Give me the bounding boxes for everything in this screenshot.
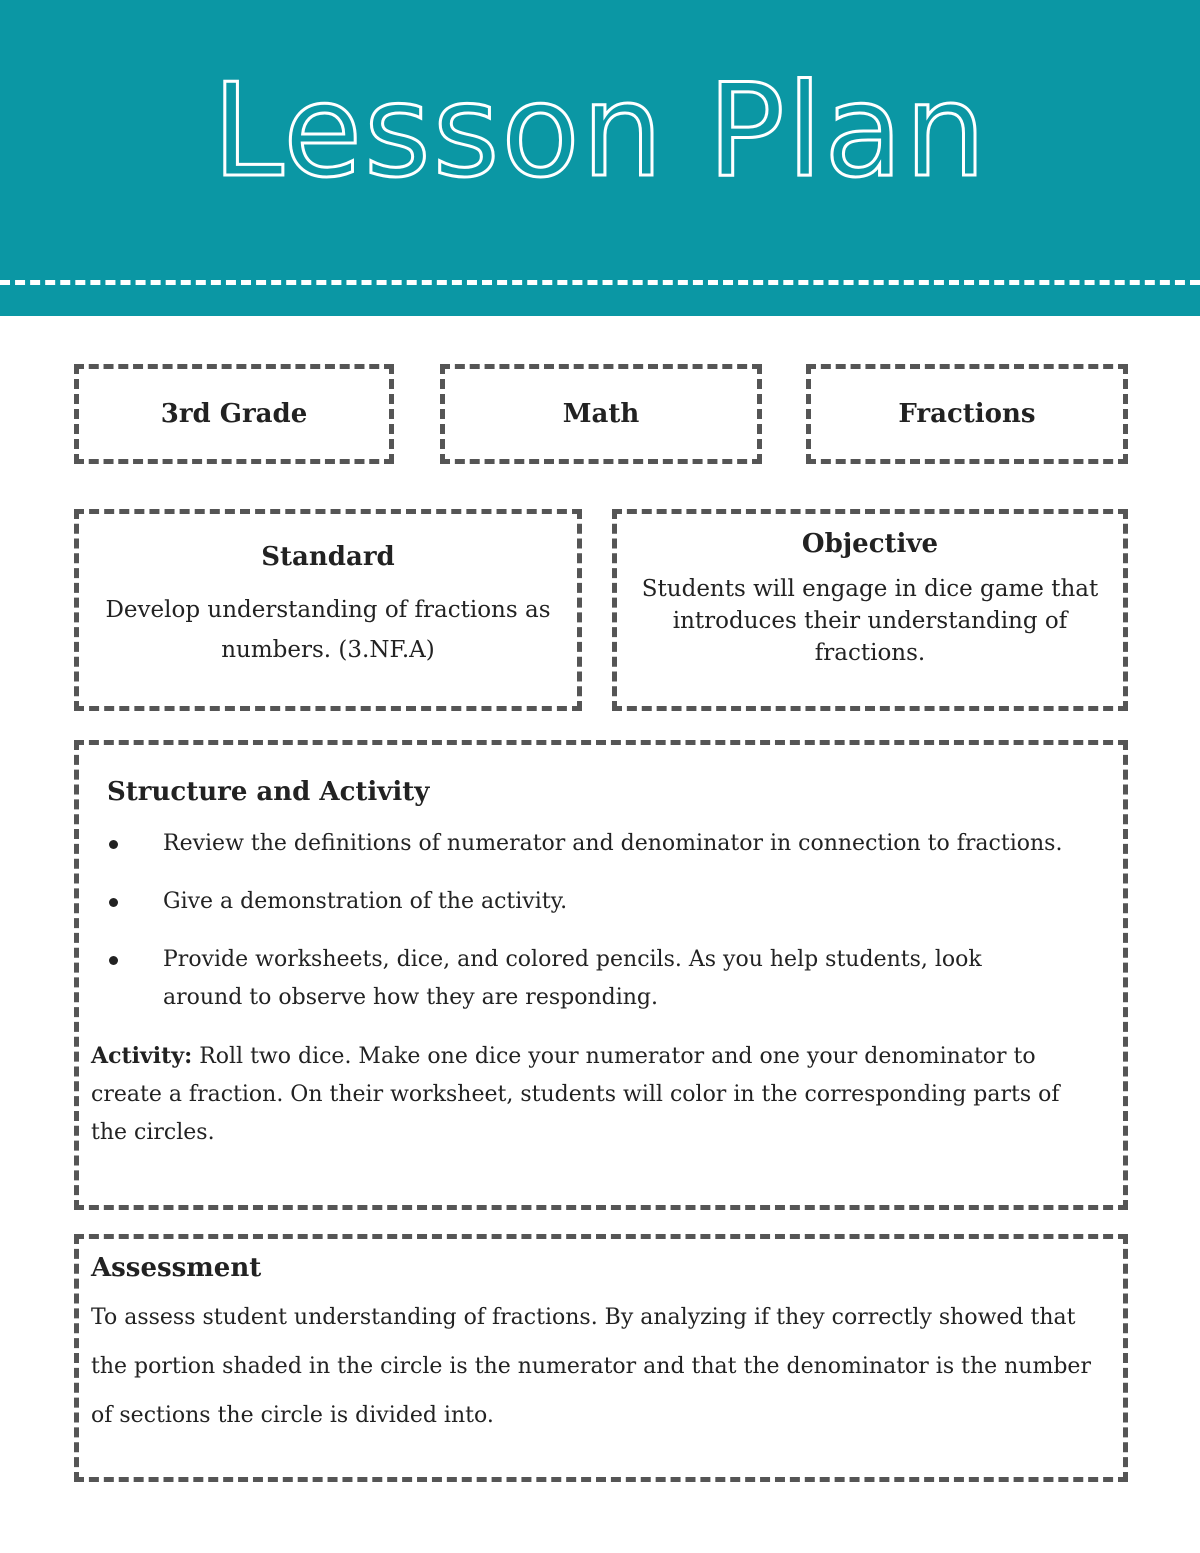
standard-box [74, 509, 582, 711]
topic-label: Fractions [898, 399, 1036, 429]
objective-title: Objective [801, 529, 939, 559]
assessment-title: Assessment [91, 1253, 262, 1283]
list-item: Provide worksheets, dice, and colored pencils. As you help students, look around to observe how they are responding. [79, 941, 1063, 1017]
bullet-icon [109, 898, 118, 907]
activity-text: Roll two dice. Make one dice your numerator and one your denominator to create a fraction. On their worksheet, students will color in the corresponding parts of the circles. [91, 1044, 1060, 1145]
objective-box [612, 509, 1128, 711]
structure-list [79, 825, 1063, 1017]
bullet-icon [109, 956, 118, 965]
grade-label: 3rd Grade [160, 399, 308, 429]
assessment-box [74, 1234, 1128, 1482]
list-item: Review the definitions of numerator and denominator in connection to fractions. [79, 825, 1063, 863]
structure-title: Structure and Activity [107, 777, 430, 807]
topic-tag [806, 364, 1128, 464]
page-title: Lesson Plan [212, 57, 988, 206]
header-banner [0, 0, 1200, 316]
objective-text: Students will engage in dice game that introduces their understanding of fractions. [641, 576, 1099, 666]
assessment-text: To assess student understanding of fractions. By analyzing if they correctly showed that the portion shaded in the circle is the numerator and that the denominator is the number of sections the circle is divided into. [91, 1305, 1091, 1428]
standard-text: Develop understanding of fractions as numbers. (3.NF.A) [105, 597, 551, 663]
activity-paragraph [91, 1037, 1083, 1152]
list-item: Give a demonstration of the activity. [79, 883, 1063, 921]
header-divider [0, 280, 1200, 285]
structure-box [74, 740, 1128, 1210]
subject-tag [440, 364, 762, 464]
subject-label: Math [562, 399, 640, 429]
activity-label: Activity: [91, 1043, 193, 1069]
bullet-icon [109, 840, 118, 849]
grade-tag [74, 364, 394, 464]
standard-title: Standard [261, 542, 395, 572]
